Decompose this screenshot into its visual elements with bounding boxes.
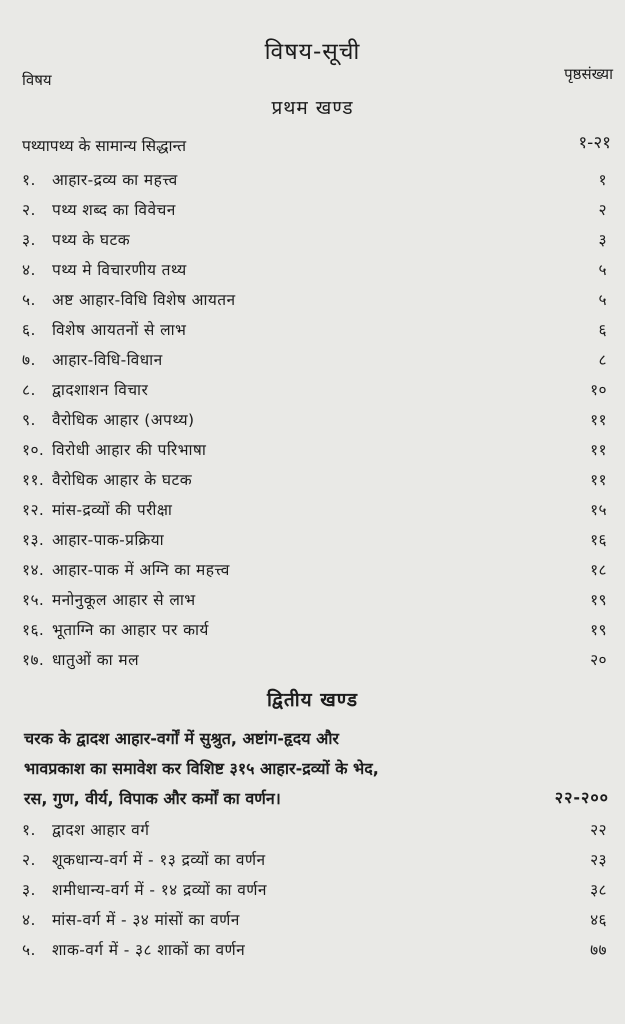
part2-description-line: भावप्रकाश का समावेश कर विशिष्ट ३१५ आहार-द्रव्यों के भेद,	[24, 759, 379, 778]
toc-entry-title: मांस-वर्ग में - ३४ मांसों का वर्णन	[52, 911, 240, 929]
toc-entry-page: २	[598, 201, 607, 219]
toc-entry-page: ५	[598, 291, 607, 309]
toc-entry-title: पथ्य मे विचारणीय तथ्य	[52, 261, 187, 279]
toc-entry-number: ११.	[22, 471, 45, 489]
toc-entry-number: १७.	[22, 651, 45, 669]
toc-entry-page: ३८	[590, 881, 607, 899]
toc-entry	[22, 818, 611, 844]
part2-description-line: रस, गुण, वीर्य, विपाक और कर्मों का वर्णन।	[24, 789, 281, 808]
toc-entry-page: १५	[590, 501, 607, 519]
toc-entry	[22, 648, 611, 674]
toc-entry-number: ७.	[22, 351, 36, 369]
toc-entry-page: ६	[598, 321, 607, 339]
toc-entry-number: १५.	[22, 591, 45, 609]
toc-entry-number: २.	[22, 201, 36, 219]
toc-entry	[22, 318, 611, 344]
part2-description	[24, 724, 524, 814]
part2-description-pages: २२-२००	[554, 788, 609, 807]
part1-topic-pages: १-२१	[578, 133, 611, 153]
toc-entry-number: १६.	[22, 621, 45, 639]
toc-entry-page: ११	[590, 471, 607, 489]
toc-entry	[22, 908, 611, 934]
toc-entry-page: ११	[590, 441, 607, 459]
toc-entry-number: १४.	[22, 561, 45, 579]
toc-entry	[22, 848, 611, 874]
toc-entry-page: ७७	[590, 941, 607, 959]
toc-entry-number: ५.	[22, 941, 36, 959]
toc-entry	[22, 228, 611, 254]
toc-entry-title: पथ्य शब्द का विवेचन	[52, 201, 176, 219]
toc-entry-title: विरोधी आहार की परिभाषा	[52, 441, 207, 459]
toc-entry	[22, 468, 611, 494]
part1-heading: प्रथम खण्ड	[271, 97, 354, 119]
toc-entry-title: विशेष आयतनों से लाभ	[52, 321, 187, 339]
toc-entry-number: ४.	[22, 261, 36, 279]
toc-entry-title: धातुओं का मल	[52, 651, 139, 669]
toc-entry	[22, 618, 611, 644]
part1-topic	[22, 134, 611, 156]
toc-entry-number: ५.	[22, 291, 36, 309]
toc-entry	[22, 878, 611, 904]
toc-entry-page: १९	[590, 591, 607, 609]
toc-entry-page: ११	[590, 411, 607, 429]
toc-entry	[22, 938, 611, 964]
toc-entry-number: २.	[22, 851, 36, 869]
toc-entry-number: ६.	[22, 321, 36, 339]
column-header-subject: विषय	[22, 71, 52, 89]
toc-entry-number: ४.	[22, 911, 36, 929]
toc-entry-title: मनोनुकूल आहार से लाभ	[52, 591, 196, 609]
toc-entry-title: शूकधान्य-वर्ग में - १३ द्रव्यों का वर्णन	[52, 851, 266, 869]
toc-entry	[22, 588, 611, 614]
toc-entry-title: पथ्य के घटक	[52, 231, 131, 249]
toc-entry-title: मांस-द्रव्यों की परीक्षा	[52, 501, 173, 519]
toc-entry-page: ५	[598, 261, 607, 279]
toc-entry-page: २३	[590, 851, 607, 869]
toc-entry-page: १९	[590, 621, 607, 639]
part2-heading: द्वितीय खण्ड	[267, 689, 358, 711]
toc-entry-page: २२	[590, 821, 607, 839]
toc-entry	[22, 168, 611, 194]
toc-entry	[22, 558, 611, 584]
toc-entry-title: आहार-पाक-प्रक्रिया	[52, 531, 165, 549]
toc-entry-number: ३.	[22, 881, 36, 899]
toc-entry-number: ९.	[22, 411, 36, 429]
toc-entry-number: १३.	[22, 531, 45, 549]
toc-entry-page: १६	[590, 531, 607, 549]
toc-entry-page: ४६	[590, 911, 607, 929]
toc-entry-number: १२.	[22, 501, 45, 519]
toc-entry-title: वैरोधिक आहार (अपथ्य)	[52, 411, 195, 429]
toc-entry-title: भूताग्नि का आहार पर कार्य	[52, 621, 209, 639]
toc-entry-title: शमीधान्य-वर्ग में - १४ द्रव्यों का वर्णन	[52, 881, 267, 899]
toc-entry	[22, 378, 611, 404]
toc-entry-page: ८	[598, 351, 607, 369]
toc-entry-title: अष्ट आहार-विधि विशेष आयतन	[52, 291, 236, 309]
toc-entry-title: द्वादश आहार वर्ग	[52, 821, 150, 839]
part1-topic-title: पथ्यापथ्य के सामान्य सिद्धान्त	[22, 137, 187, 155]
toc-entry	[22, 198, 611, 224]
toc-entry-page: १०	[590, 381, 607, 399]
toc-entry-number: ८.	[22, 381, 36, 399]
column-header-page-number: पृष्ठसंख्या	[564, 65, 613, 83]
toc-entry-page: ३	[598, 231, 607, 249]
toc-entry-page: १	[598, 171, 607, 189]
toc-entry	[22, 498, 611, 524]
toc-entry-number: १.	[22, 171, 36, 189]
toc-entry	[22, 258, 611, 284]
page-title: विषय-सूची	[264, 39, 361, 65]
toc-entry-title: आहार-पाक में अग्नि का महत्त्व	[52, 561, 230, 579]
toc-entry-title: आहार-द्रव्य का महत्त्व	[52, 171, 178, 189]
toc-entry-number: १.	[22, 821, 36, 839]
toc-entry-title: शाक-वर्ग में - ३८ शाकों का वर्णन	[52, 941, 246, 959]
toc-entry	[22, 348, 611, 374]
part2-description-line: चरक के द्वादश आहार-वर्गों में सुश्रुत, अष्टांग-हृदय और	[24, 729, 339, 748]
toc-entry	[22, 288, 611, 314]
toc-entry-title: आहार-विधि-विधान	[52, 351, 163, 369]
toc-entry-page: १८	[590, 561, 607, 579]
toc-entry	[22, 408, 611, 434]
toc-entry	[22, 438, 611, 464]
toc-entry-page: २०	[590, 651, 607, 669]
toc-entry-number: १०.	[22, 441, 45, 459]
toc-entry-title: द्वादशाशन विचार	[52, 381, 149, 399]
toc-entry	[22, 528, 611, 554]
toc-entry-number: ३.	[22, 231, 36, 249]
toc-entry-title: वैरोधिक आहार के घटक	[52, 471, 193, 489]
